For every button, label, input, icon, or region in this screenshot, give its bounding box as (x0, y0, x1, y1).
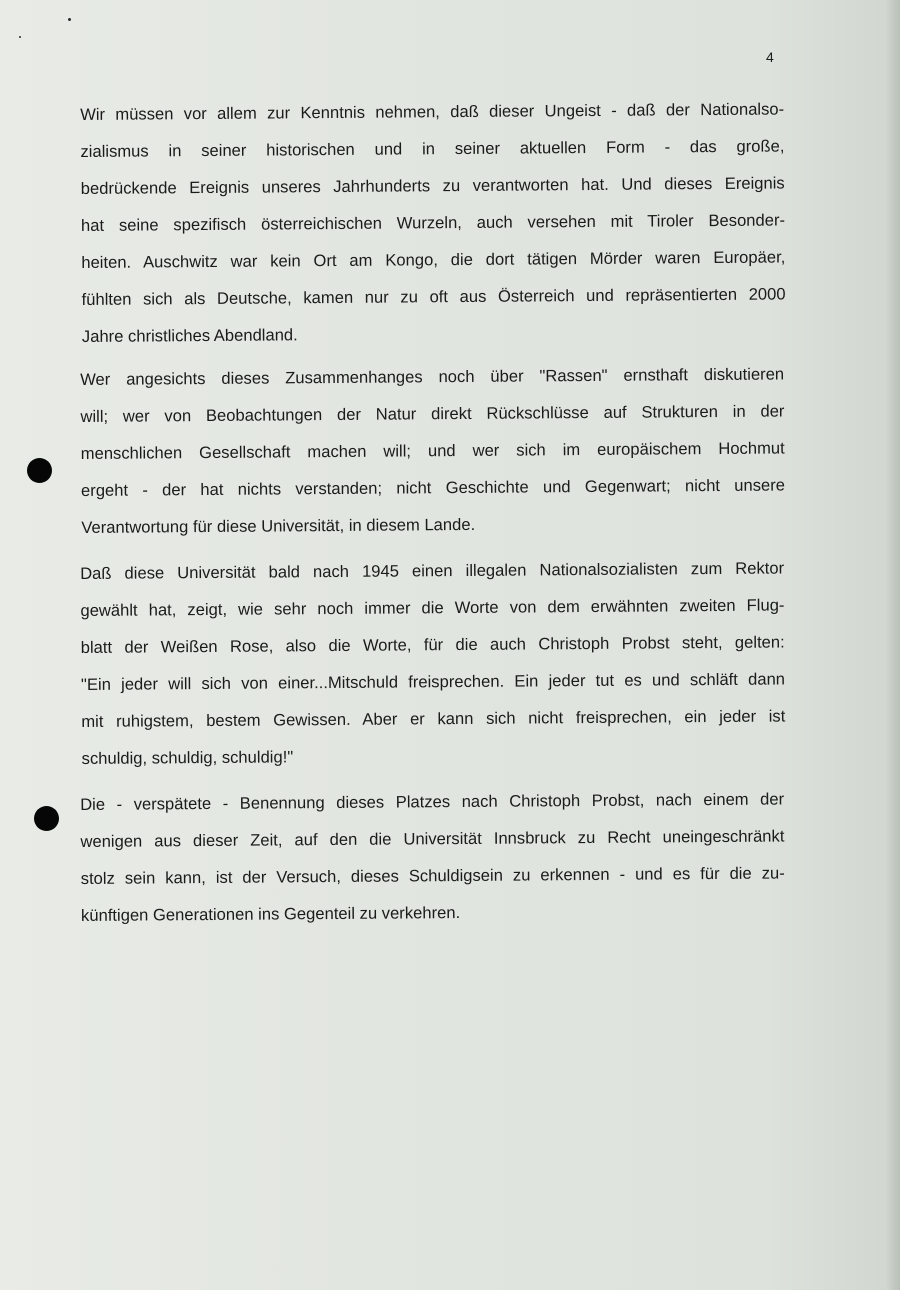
text-line: menschlichen Gesellschaft machen will; und wer sich im europäischem Hochmut (80, 438, 785, 463)
text-line: Die - verspätete - Benennung dieses Platzes nach Christoph Probst, nach einem der (80, 789, 785, 814)
text-line: mit ruhigstem, bestem Gewissen. Aber er kann sich nicht freisprechen, ein jeder ist (81, 706, 786, 731)
text-line: heiten. Auschwitz war kein Ort am Kongo, die dort tätigen Mörder waren Europäer, (81, 247, 786, 272)
paragraph-2 (80, 355, 785, 546)
page-edge-shadow (886, 0, 900, 1290)
page-number: 4 (766, 49, 774, 65)
text-line: bedrückende Ereignis unseres Jahrhunderts zu verantworten hat. Und dieses Ereignis (80, 173, 785, 198)
text-line: Wer angesichts dieses Zusammenhanges noch über "Rassen" ernsthaft diskutieren (80, 364, 785, 389)
punch-hole-lower (34, 806, 59, 831)
text-line: hat seine spezifisch österreichischen Wurzeln, auch versehen mit Tiroler Besonder- (80, 210, 786, 235)
text-line: schuldig, schuldig, schuldig!" (81, 747, 294, 768)
text-line: stolz sein kann, ist der Versuch, dieses Schuldigsein zu erkennen - und es für die zu- (80, 863, 785, 888)
text-line: will; wer von Beobachtungen der Natur direkt Rückschlüsse auf Strukturen in der (80, 401, 785, 426)
punch-hole-upper (27, 458, 52, 483)
text-line: Jahre christliches Abendland. (81, 325, 298, 346)
paragraph-3 (80, 549, 786, 777)
text-line: ergeht - der hat nichts verstanden; nicht Geschichte und Gegenwart; nicht unsere (80, 475, 786, 500)
text-line: gewählt hat, zeigt, wie sehr noch immer die Worte von dem erwähnten zweiten Flug- (80, 595, 785, 620)
text-line: Daß diese Universität bald nach 1945 einen illegalen Nationalsozialisten zum Rektor (80, 558, 785, 583)
paragraph-1 (80, 90, 786, 355)
text-line: Verantwortung für diese Universität, in diesem Lande. (81, 514, 476, 537)
scan-speck (68, 18, 71, 21)
text-line: zialismus in seiner historischen und in seiner aktuellen Form - das große, (80, 136, 785, 161)
text-line: wenigen aus dieser Zeit, auf den die Universität Innsbruck zu Recht uneingeschränkt (80, 826, 785, 851)
scan-speck (19, 36, 21, 38)
text-line: "Ein jeder will sich von einer...Mitschuld freisprechen. Ein jeder tut es und schläft dann (80, 669, 786, 694)
text-line: künftigen Generationen ins Gegenteil zu verkehren. (80, 903, 461, 925)
text-line: Wir müssen vor allem zur Kenntnis nehmen, daß dieser Ungeist - daß der Nationalso- (80, 99, 785, 124)
text-line: fühlten sich als Deutsche, kamen nur zu oft aus Österreich und repräsentierten 2000 (81, 284, 786, 309)
text-line: blatt der Weißen Rose, also die Worte, für die auch Christoph Probst steht, gelten: (80, 632, 785, 657)
paragraph-4 (80, 780, 785, 934)
